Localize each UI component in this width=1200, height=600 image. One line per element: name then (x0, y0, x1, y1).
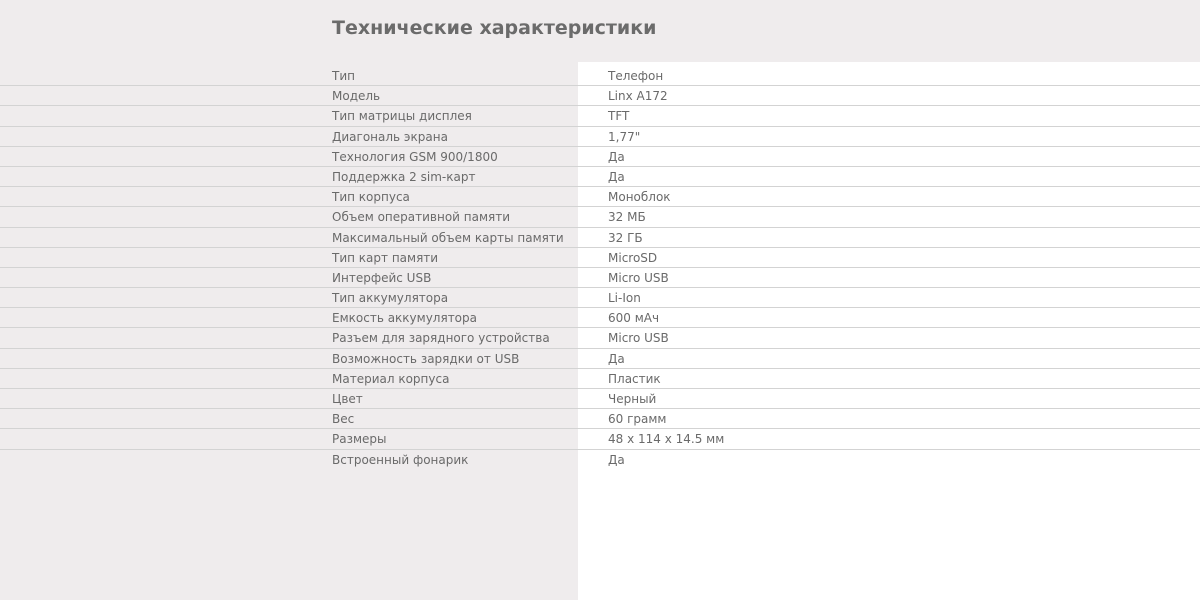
spec-row (0, 349, 1200, 369)
spec-row (0, 106, 1200, 126)
spec-label: Тип (332, 69, 355, 83)
spec-row (0, 288, 1200, 308)
spec-row (0, 228, 1200, 248)
spec-value: Micro USB (608, 270, 669, 285)
spec-value: Да (608, 149, 625, 164)
spec-row (0, 66, 1200, 86)
spec-label: Поддержка 2 sim-карт (332, 169, 476, 184)
spec-value: Пластик (608, 371, 661, 386)
spec-value: MicroSD (608, 250, 658, 265)
spec-row (0, 409, 1200, 429)
spec-label: Вес (332, 412, 355, 427)
spec-label: Диагональ экрана (332, 129, 448, 144)
spec-value: Да (608, 169, 625, 184)
spec-row (0, 369, 1200, 389)
spec-row (0, 308, 1200, 328)
spec-value: 1,77" (608, 129, 641, 144)
spec-row (0, 147, 1200, 167)
spec-label: Технология GSM 900/1800 (332, 149, 498, 164)
spec-row (0, 207, 1200, 227)
spec-row (0, 248, 1200, 268)
spec-value: 48 x 114 x 14.5 мм (608, 432, 725, 447)
spec-label: Встроенный фонарик (332, 452, 469, 467)
spec-label: Объем оперативной памяти (332, 210, 511, 225)
spec-label: Возможность зарядки от USB (332, 351, 520, 366)
spec-value: Да (608, 452, 625, 467)
spec-value: Linx A172 (608, 89, 668, 104)
spec-label: Материал корпуса (332, 371, 450, 386)
spec-label: Тип аккумулятора (332, 291, 449, 306)
spec-value: 32 ГБ (608, 230, 643, 245)
spec-value: Телефон (608, 69, 664, 83)
spec-row (0, 328, 1200, 348)
spec-value: 60 грамм (608, 412, 667, 427)
spec-label: Тип карт памяти (332, 250, 439, 265)
spec-value: Моноблок (608, 190, 671, 205)
spec-value: Li-Ion (608, 291, 641, 306)
spec-row (0, 268, 1200, 288)
spec-table (0, 66, 1200, 470)
spec-label: Интерфейс USB (332, 270, 432, 285)
spec-label: Размеры (332, 432, 387, 447)
spec-label: Цвет (332, 392, 363, 406)
spec-row (0, 127, 1200, 147)
spec-label: Максимальный объем карты памяти (332, 230, 564, 245)
spec-row (0, 167, 1200, 187)
spec-label: Тип матрицы дисплея (332, 109, 472, 124)
spec-label: Емкость аккумулятора (332, 311, 477, 326)
spec-row (0, 450, 1200, 470)
spec-value: Micro USB (608, 331, 669, 346)
section-title: Технические характеристики (332, 17, 657, 39)
spec-row (0, 389, 1200, 409)
spec-row (0, 86, 1200, 106)
spec-value: Черный (608, 392, 657, 406)
spec-value: 600 мАч (608, 311, 660, 326)
spec-label: Тип корпуса (332, 190, 410, 205)
spec-row (0, 429, 1200, 449)
spec-value: Да (608, 351, 625, 366)
spec-value: 32 МБ (608, 210, 646, 225)
spec-label: Разъем для зарядного устройства (332, 331, 550, 346)
spec-label: Модель (332, 89, 381, 104)
spec-value: TFT (608, 109, 630, 124)
spec-row (0, 187, 1200, 207)
